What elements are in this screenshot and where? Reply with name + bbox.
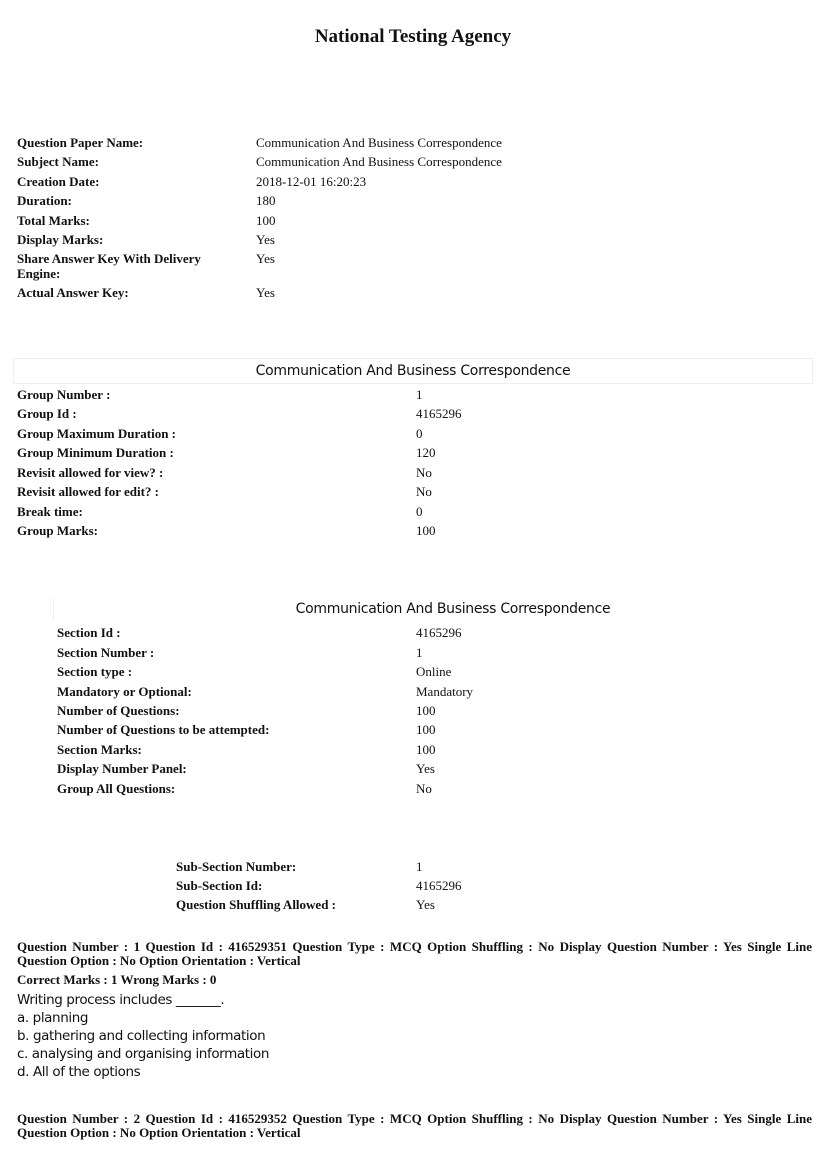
section-info-label: Display Number Panel: bbox=[57, 761, 187, 776]
section-info-value: Yes bbox=[416, 761, 435, 776]
group-info-value: 0 bbox=[416, 426, 423, 441]
section-info-value: 100 bbox=[416, 722, 436, 737]
paper-info-label: Total Marks: bbox=[17, 213, 90, 228]
section-info-label: Group All Questions: bbox=[57, 781, 176, 796]
group-info-value: 4165296 bbox=[416, 406, 462, 421]
group-info-label: Break time: bbox=[17, 504, 83, 519]
question-1-marks: Correct Marks : 1 Wrong Marks : 0 bbox=[17, 972, 217, 987]
question-1-meta: Question Number : 1 Question Id : 416529351 Question Type : MCQ Option Shuffling : No Display Question Number : Yes Single Line Question Option : No Option Orientation : Vertical bbox=[17, 939, 812, 968]
question-1-option-b: b. gathering and collecting information bbox=[17, 1028, 266, 1044]
group-info-label: Group Id : bbox=[17, 406, 77, 421]
paper-info-value: Yes bbox=[256, 232, 275, 247]
paper-info-label: Display Marks: bbox=[17, 232, 104, 247]
section-info-label: Section Id : bbox=[57, 625, 121, 640]
paper-info-value: Communication And Business Correspondence bbox=[256, 154, 502, 169]
group-info-label: Group Maximum Duration : bbox=[17, 426, 177, 441]
subsection-info-value: 1 bbox=[416, 859, 423, 874]
paper-info-value: Yes bbox=[256, 285, 275, 300]
section-info-value: 1 bbox=[416, 645, 423, 660]
paper-info-value: Communication And Business Correspondence bbox=[256, 135, 502, 150]
question-2-meta: Question Number : 2 Question Id : 416529352 Question Type : MCQ Option Shuffling : No Display Question Number : Yes Single Line Question Option : No Option Orientation : Vertical bbox=[17, 1111, 812, 1140]
paper-info-value: 180 bbox=[256, 193, 276, 208]
section-info-value: Mandatory bbox=[416, 684, 474, 699]
paper-info-label: Duration: bbox=[17, 193, 72, 208]
paper-info-label: Share Answer Key With Delivery Engine: bbox=[17, 251, 201, 281]
section-title: Communication And Business Correspondence bbox=[295, 601, 611, 617]
group-info-value: 0 bbox=[416, 504, 423, 519]
section-info-label: Section Marks: bbox=[57, 742, 142, 757]
paper-info-label: Question Paper Name: bbox=[17, 135, 144, 150]
section-info-value: 100 bbox=[416, 742, 436, 757]
group-title-box bbox=[13, 358, 813, 384]
section-info-value: 4165296 bbox=[416, 625, 462, 640]
group-info-value: 1 bbox=[416, 387, 423, 402]
paper-info-label: Actual Answer Key: bbox=[17, 285, 129, 300]
page-title: National Testing Agency bbox=[314, 26, 512, 47]
paper-info-label: Creation Date: bbox=[17, 174, 100, 189]
paper-info-label: Subject Name: bbox=[17, 154, 99, 169]
section-info-label: Number of Questions to be attempted: bbox=[57, 722, 270, 737]
group-title: Communication And Business Correspondence bbox=[255, 363, 571, 379]
group-info-label: Group Minimum Duration : bbox=[17, 445, 174, 460]
group-info-label: Group Number : bbox=[17, 387, 111, 402]
section-info-label: Section Number : bbox=[57, 645, 155, 660]
paper-info-value: Yes bbox=[256, 251, 275, 266]
question-1-option-d: d. All of the options bbox=[17, 1064, 141, 1080]
section-info-label: Mandatory or Optional: bbox=[57, 684, 192, 699]
section-info-value: Online bbox=[416, 664, 452, 679]
section-info-value: 100 bbox=[416, 703, 436, 718]
group-info-label: Group Marks: bbox=[17, 523, 99, 538]
paper-info-value: 100 bbox=[256, 213, 276, 228]
subsection-info-label: Sub-Section Number: bbox=[176, 859, 297, 874]
group-info-value: 100 bbox=[416, 523, 436, 538]
question-1-option-a: a. planning bbox=[17, 1010, 89, 1026]
subsection-info-label: Sub-Section Id: bbox=[176, 878, 263, 893]
subsection-info-label: Question Shuffling Allowed : bbox=[176, 897, 337, 912]
group-info-value: 120 bbox=[416, 445, 436, 460]
subsection-info-value: 4165296 bbox=[416, 878, 462, 893]
group-info-label: Revisit allowed for view? : bbox=[17, 465, 164, 480]
question-1-stem: Writing process includes _______. bbox=[17, 992, 225, 1008]
group-info-value: No bbox=[416, 465, 432, 480]
group-info-label: Revisit allowed for edit? : bbox=[17, 484, 160, 499]
section-info-label: Number of Questions: bbox=[57, 703, 180, 718]
section-info-label: Section type : bbox=[57, 664, 133, 679]
subsection-info-value: Yes bbox=[416, 897, 435, 912]
section-info-value: No bbox=[416, 781, 432, 796]
section-title-box bbox=[53, 598, 826, 620]
question-1-text bbox=[17, 991, 269, 1081]
group-info-value: No bbox=[416, 484, 432, 499]
paper-info-value: 2018-12-01 16:20:23 bbox=[256, 174, 367, 189]
question-1-option-c: c. analysing and organising information bbox=[17, 1046, 269, 1062]
